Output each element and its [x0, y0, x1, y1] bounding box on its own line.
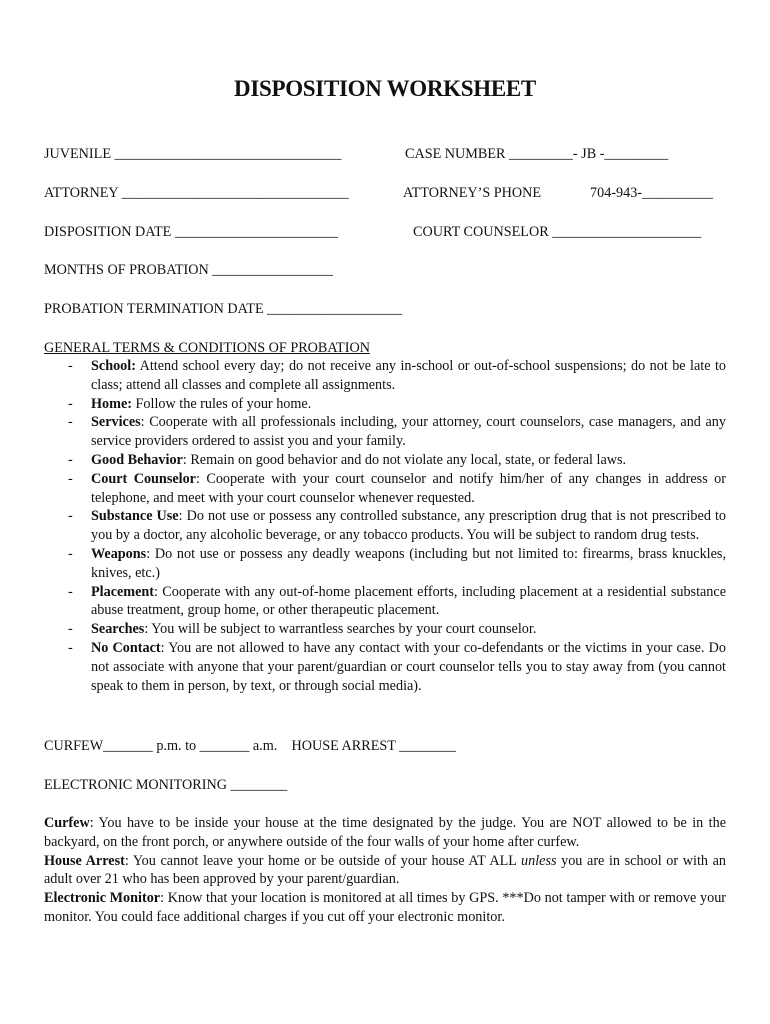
term-text: : Do not use or possess any deadly weapons (including but not limited to: firearms, brass knuckles, knives, etc.) [91, 545, 726, 581]
term-text: : Remain on good behavior and do not violate any local, state, or federal laws. [182, 451, 627, 468]
term-text: Follow the rules of your home. [131, 395, 312, 412]
probation-termination-date-field[interactable]: PROBATION TERMINATION DATE ___________________ [44, 301, 402, 317]
term-no-contact [44, 639, 726, 695]
term-text: Attend school every day; do not receive any in-school or out-of-school suspensions; do not be late to class; attend all classes and complete all assignments. [91, 358, 726, 393]
dash-bullet: - [68, 395, 73, 412]
term-weapons [44, 545, 726, 583]
disposition-date-field[interactable]: DISPOSITION DATE _______________________ [44, 224, 338, 240]
term-text: : Cooperate with any out-of-home placement efforts, including placement at a residential substance abuse treatment, group home, or other therapeutic placement. [91, 583, 726, 619]
term-label: Good Behavior [91, 451, 183, 468]
page-title: DISPOSITION WORKSHEET [234, 76, 536, 101]
terms-heading: GENERAL TERMS & CONDITIONS OF PROBATION [44, 340, 370, 356]
term-searches [44, 620, 726, 639]
house-arrest-label: House Arrest [44, 852, 125, 869]
dash-bullet: - [68, 508, 73, 525]
term-text: : Cooperate with your court counselor and notify him/her of any changes in address or telephone, and meet with your court counselor whenever requested. [91, 470, 726, 506]
term-text: : Do not use or possess any controlled substance, any prescription drug that is not prescribed to you by a doctor, any alcoholic beverage, or any tobacco products. You will be subject to random drug tests. [91, 508, 726, 544]
house-arrest-unless: unless [521, 852, 557, 869]
term-court-counselor [44, 470, 726, 508]
attorney-phone-field[interactable]: 704-943-__________ [590, 185, 713, 201]
definitions-section [44, 814, 726, 927]
house-arrest-text-continued: you are in school or with an adult over 21 who has been approved by your parent/guardian. [44, 852, 726, 888]
term-label: Services [91, 414, 141, 431]
curfew-text: : You have to be inside your house at the time designated by the judge. You are NOT allowed to be in the backyard, on the front porch, or anywhere outside of the four walls of your home after curfew. [44, 815, 726, 850]
term-services [44, 413, 726, 451]
attorney-field[interactable]: ATTORNEY ________________________________ [44, 185, 349, 201]
term-home [44, 395, 726, 414]
electronic-monitor-text: : Know that your location is monitored at all times by GPS. ***Do not tamper with or remove your monitor. You could face additional charges if you cut off your electronic monitor. [44, 890, 727, 925]
dash-bullet: - [68, 583, 73, 600]
months-of-probation-field[interactable]: MONTHS OF PROBATION _________________ [44, 262, 333, 278]
dash-bullet: - [68, 358, 73, 374]
term-label: Home: [91, 395, 132, 412]
curfew-house-arrest-field[interactable]: CURFEW_______ p.m. to _______ a.m. HOUSE ARREST ________ [44, 738, 456, 754]
dash-bullet: - [68, 451, 73, 468]
dash-bullet: - [68, 639, 73, 656]
electronic-monitor-label: Electronic Monitor [44, 890, 161, 907]
dash-bullet: - [68, 545, 73, 562]
terms-list [44, 357, 726, 695]
term-label: Substance Use [91, 508, 179, 525]
term-label: No Contact [91, 639, 161, 656]
term-label: School: [91, 358, 136, 374]
term-text: : Cooperate with all professionals including, your attorney, court counselors, case managers, and any service providers ordered to assist you and your family. [91, 414, 726, 450]
term-text: : You will be subject to warrantless searches by your court counselor. [144, 621, 537, 638]
term-school [44, 357, 726, 395]
electronic-monitoring-field[interactable]: ELECTRONIC MONITORING ________ [44, 777, 288, 793]
term-label: Court Counselor [91, 470, 196, 487]
court-counselor-field[interactable]: COURT COUNSELOR _____________________ [413, 224, 702, 240]
term-good-behavior [44, 451, 726, 470]
electronic-monitor-definition [44, 889, 726, 927]
dash-bullet: - [68, 470, 73, 487]
term-text: : You are not allowed to have any contact with your co-defendants or the victims in your case. Do not associate with anyone that your parent/guardian or court counselor tells you to stay away from (you cannot speak to them in person, by text, or through social media). [91, 639, 726, 694]
dash-bullet: - [68, 414, 73, 431]
attorney-phone-label: ATTORNEY’S PHONE [403, 185, 542, 201]
term-label: Searches [91, 621, 145, 638]
case-number-field[interactable]: CASE NUMBER _________- JB -_________ [405, 146, 669, 162]
house-arrest-text: : You cannot leave your home or be outside of your house AT ALL [124, 852, 522, 869]
curfew-label: Curfew [44, 815, 90, 831]
dash-bullet: - [68, 621, 73, 638]
term-label: Placement [91, 583, 155, 600]
term-substance-use [44, 507, 726, 545]
general-terms-section [44, 340, 726, 695]
house-arrest-definition [44, 852, 726, 890]
curfew-definition [44, 814, 726, 852]
juvenile-field[interactable]: JUVENILE ________________________________ [44, 146, 342, 162]
term-placement [44, 583, 726, 621]
term-label: Weapons [91, 545, 147, 562]
